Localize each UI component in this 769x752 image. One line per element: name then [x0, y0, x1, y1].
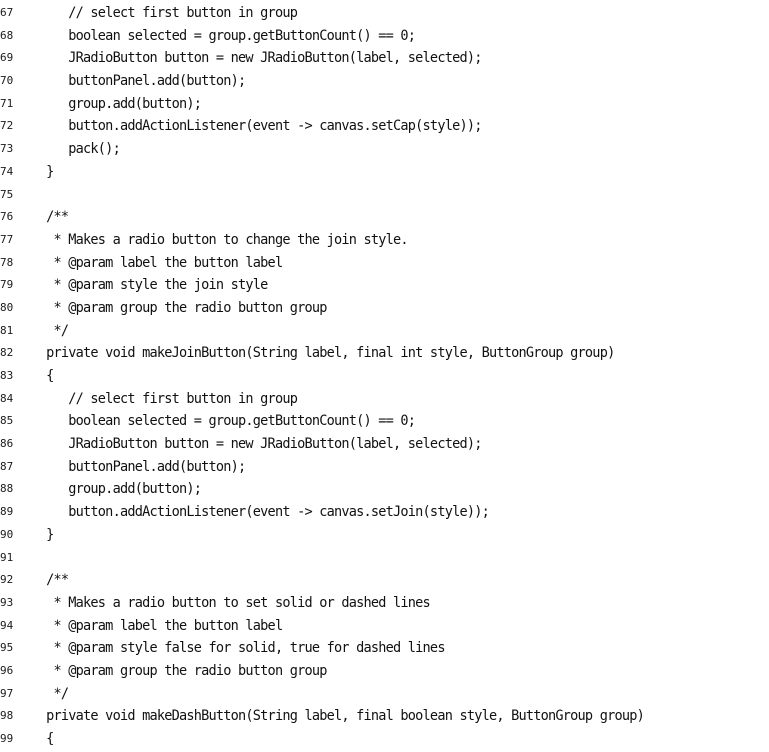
code-line	[0, 433, 769, 456]
code-line	[0, 728, 769, 751]
code-text: JRadioButton button = new JRadioButton(label, selected);	[24, 435, 482, 453]
code-line	[0, 547, 769, 570]
code-line	[0, 342, 769, 365]
code-line	[0, 388, 769, 411]
code-line	[0, 47, 769, 70]
line-number: 88	[0, 482, 14, 496]
code-line	[0, 365, 769, 388]
code-text: boolean selected = group.getButtonCount() == 0;	[24, 26, 416, 44]
code-line	[0, 683, 769, 706]
code-line	[0, 184, 769, 207]
code-text: buttonPanel.add(button);	[24, 457, 246, 475]
code-text: * @param style the join style	[24, 276, 268, 294]
code-line	[0, 501, 769, 524]
line-number: 69	[0, 51, 14, 65]
code-text: JRadioButton button = new JRadioButton(label, selected);	[24, 49, 482, 67]
code-text: * @param label the button label	[24, 616, 283, 634]
line-number: 76	[0, 210, 14, 224]
line-number: 77	[0, 232, 14, 246]
line-number: 93	[0, 595, 14, 609]
code-text: }	[24, 162, 54, 180]
code-text: {	[24, 730, 54, 747]
code-text: /**	[24, 208, 69, 226]
code-line	[0, 569, 769, 592]
code-text: }	[24, 525, 54, 543]
code-line	[0, 637, 769, 660]
line-number: 90	[0, 527, 14, 541]
code-line	[0, 320, 769, 343]
code-line	[0, 456, 769, 479]
line-number: 75	[0, 187, 14, 201]
line-number: 82	[0, 346, 14, 360]
line-number: 73	[0, 142, 14, 156]
line-number: 85	[0, 414, 14, 428]
code-line	[0, 274, 769, 297]
line-number: 91	[0, 550, 14, 564]
code-line	[0, 478, 769, 501]
code-line	[0, 410, 769, 433]
code-line	[0, 615, 769, 638]
code-text: boolean selected = group.getButtonCount() == 0;	[24, 412, 416, 430]
code-text: * @param style false for solid, true for dashed lines	[24, 639, 445, 657]
code-line	[0, 705, 769, 728]
line-number: 95	[0, 641, 14, 655]
code-line	[0, 138, 769, 161]
line-number: 81	[0, 323, 14, 337]
code-line	[0, 592, 769, 615]
code-line	[0, 297, 769, 320]
code-text: buttonPanel.add(button);	[24, 72, 246, 90]
line-number: 97	[0, 686, 14, 700]
line-number: 74	[0, 164, 14, 178]
line-number: 96	[0, 663, 14, 677]
code-text: * Makes a radio button to change the join style.	[24, 230, 408, 248]
line-number: 89	[0, 505, 14, 519]
code-text: group.add(button);	[24, 94, 202, 112]
code-line	[0, 524, 769, 547]
line-number: 86	[0, 437, 14, 451]
code-line	[0, 70, 769, 93]
code-text: group.add(button);	[24, 480, 202, 498]
code-line	[0, 93, 769, 116]
line-number: 67	[0, 6, 14, 19]
line-number: 80	[0, 300, 14, 314]
code-line	[0, 115, 769, 138]
code-text: private void makeDashButton(String label, final boolean style, ButtonGroup group)	[24, 707, 644, 725]
code-line	[0, 2, 769, 25]
line-number: 72	[0, 119, 14, 133]
code-text: // select first button in group	[24, 389, 298, 407]
line-number: 94	[0, 618, 14, 632]
code-text: */	[24, 321, 69, 339]
code-text: button.addActionListener(event -> canvas.setCap(style));	[24, 117, 482, 135]
code-text: * @param group the radio button group	[24, 661, 327, 679]
line-number: 68	[0, 28, 14, 42]
line-number: 71	[0, 96, 14, 110]
code-text: * Makes a radio button to set solid or dashed lines	[24, 593, 430, 611]
line-number: 98	[0, 709, 14, 723]
line-number: 99	[0, 732, 14, 745]
code-text: button.addActionListener(event -> canvas.setJoin(style));	[24, 503, 489, 521]
line-number: 92	[0, 573, 14, 587]
code-line	[0, 252, 769, 275]
code-text: * @param group the radio button group	[24, 298, 327, 316]
code-line	[0, 25, 769, 48]
code-line	[0, 229, 769, 252]
code-text: private void makeJoinButton(String label, final int style, ButtonGroup group)	[24, 344, 615, 362]
code-text: */	[24, 684, 69, 702]
code-line	[0, 660, 769, 683]
line-number: 70	[0, 74, 14, 88]
line-number: 84	[0, 391, 14, 405]
code-text: /**	[24, 571, 69, 589]
code-text: {	[24, 367, 54, 384]
code-text: pack();	[24, 140, 120, 158]
line-number: 79	[0, 278, 14, 292]
code-line	[0, 161, 769, 184]
line-number: 78	[0, 255, 14, 269]
line-number: 83	[0, 369, 14, 382]
line-number: 87	[0, 459, 14, 473]
code-listing	[0, 2, 769, 751]
code-text: // select first button in group	[24, 4, 298, 21]
code-line	[0, 206, 769, 229]
code-text: * @param label the button label	[24, 253, 283, 271]
